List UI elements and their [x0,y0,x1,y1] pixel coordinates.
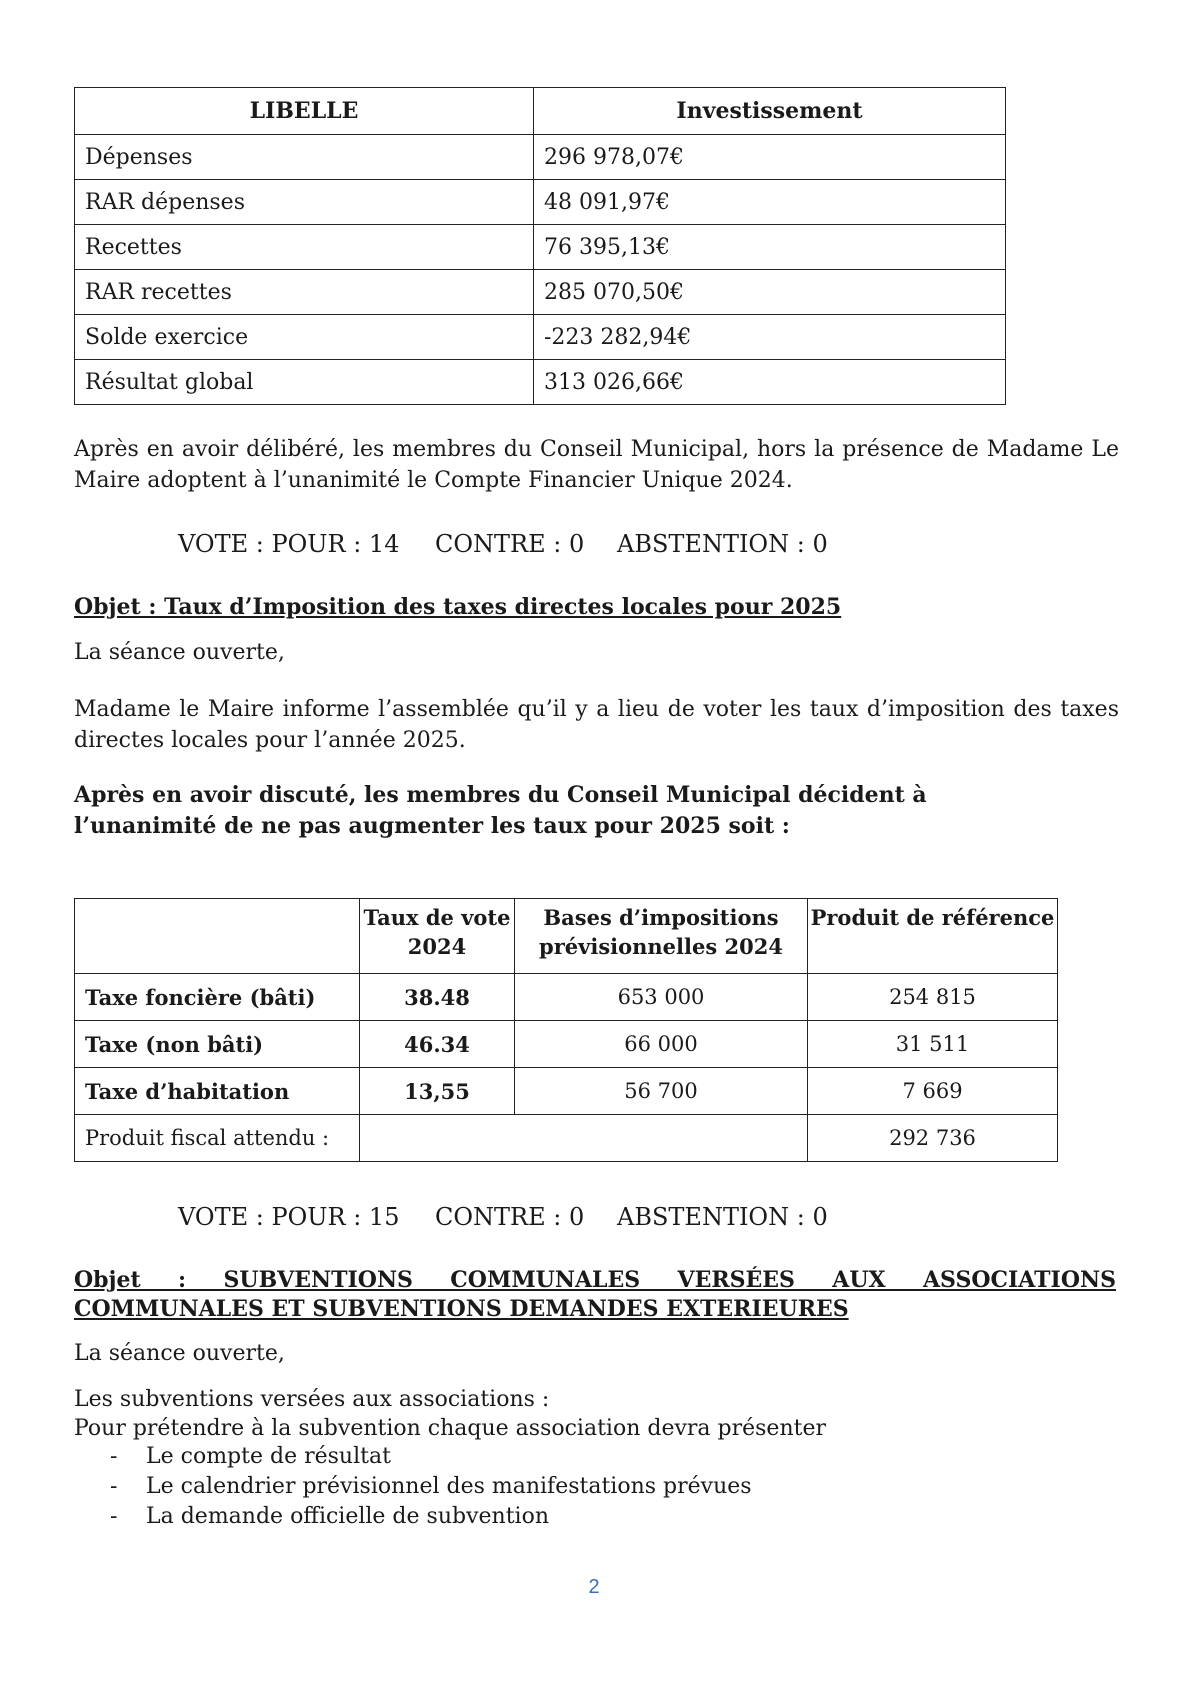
tax-label: Taxe (non bâti) [75,1021,360,1068]
table-header-row [75,899,1058,974]
header-empty [75,899,360,974]
table-header-row [75,88,1006,135]
table-row [75,270,1006,315]
page-number: 2 [588,1576,600,1598]
tax-label: Taxe foncière (bâti) [75,974,360,1021]
table-row [75,1021,1058,1068]
vote-pour: VOTE : POUR : 14 [178,530,400,558]
list-item: - La demande officielle de subvention [74,1502,752,1532]
tax-produit: 254 815 [808,974,1058,1021]
subventions-intro-1: Les subventions versées aux associations : [74,1387,550,1412]
header-bases: Bases d’impositions prévisionnelles 2024 [515,899,808,974]
table-row [75,360,1006,405]
row-label: Résultat global [75,360,534,405]
header-investissement: Investissement [534,88,1006,135]
header-taux-vote: Taux de vote 2024 [360,899,515,974]
list-item: - Le calendrier prévisionnel des manifestations prévues [74,1472,752,1502]
table-row [75,135,1006,180]
seance-ouverte-2: La séance ouverte, [74,1341,285,1366]
vote-line-1 [0,530,1200,562]
vote-contre: CONTRE : 0 [435,1203,585,1231]
vote-line-2 [0,1203,1200,1235]
table-row [75,1068,1058,1115]
tax-label: Taxe d’habitation [75,1068,360,1115]
tax-rate: 13,55 [360,1068,515,1115]
row-value: -223 282,94€ [534,315,1006,360]
vote-contre: CONTRE : 0 [435,530,585,558]
table-row [75,180,1006,225]
row-value: 285 070,50€ [534,270,1006,315]
investment-table [74,87,1006,405]
tax-produit: 31 511 [808,1021,1058,1068]
row-value: 76 395,13€ [534,225,1006,270]
subventions-intro-2: Pour prétendre à la subvention chaque association devra présenter [74,1416,826,1441]
table-total-row [75,1115,1058,1162]
table-row [75,974,1058,1021]
total-label: Produit fiscal attendu : [75,1115,360,1162]
tax-rate: 46.34 [360,1021,515,1068]
objet-taux-imposition: Objet : Taux d’Imposition des taxes directes locales pour 2025 [74,594,842,620]
row-value: 48 091,97€ [534,180,1006,225]
row-label: Dépenses [75,135,534,180]
row-value: 296 978,07€ [534,135,1006,180]
objet-subventions: Objet : SUBVENTIONS COMMUNALES VERSÉES AUX ASSOCIATIONS COMMUNALES ET SUBVENTIONS DEMANDES EXTERIEURES [74,1267,1116,1322]
seance-ouverte-1: La séance ouverte, [74,640,285,665]
tax-rate: 38.48 [360,974,515,1021]
vote-abstention: ABSTENTION : 0 [617,1203,828,1231]
vote-abstention: ABSTENTION : 0 [617,530,828,558]
tax-produit: 7 669 [808,1068,1058,1115]
row-label: Recettes [75,225,534,270]
paragraph-decision: Après en avoir discuté, les membres du Conseil Municipal décident à l’unanimité de ne pas augmenter les taux pour 2025 soit : [74,782,927,839]
row-value: 313 026,66€ [534,360,1006,405]
tax-base: 653 000 [515,974,808,1021]
header-produit-reference: Produit de référence [808,899,1058,974]
paragraph-informe: Madame le Maire informe l’assemblée qu’il y a lieu de voter les taux d’imposition des taxes directes locales pour l’année 2025. [74,697,1119,753]
list-item: - Le compte de résultat [74,1442,752,1472]
total-value: 292 736 [808,1115,1058,1162]
row-label: RAR recettes [75,270,534,315]
paragraph-deliberation: Après en avoir délibéré, les membres du Conseil Municipal, hors la présence de Madame Le Maire adoptent à l’unanimité le Compte Financier Unique 2024. [74,437,1119,493]
tax-rates-table [74,898,1058,1162]
header-libelle: LIBELLE [75,88,534,135]
row-label: Solde exercice [75,315,534,360]
tax-base: 66 000 [515,1021,808,1068]
tax-base: 56 700 [515,1068,808,1115]
total-empty-cell [360,1115,808,1162]
table-row [75,315,1006,360]
table-row [75,225,1006,270]
row-label: RAR dépenses [75,180,534,225]
vote-pour: VOTE : POUR : 15 [178,1203,400,1231]
subventions-requirements-list [74,1442,752,1532]
